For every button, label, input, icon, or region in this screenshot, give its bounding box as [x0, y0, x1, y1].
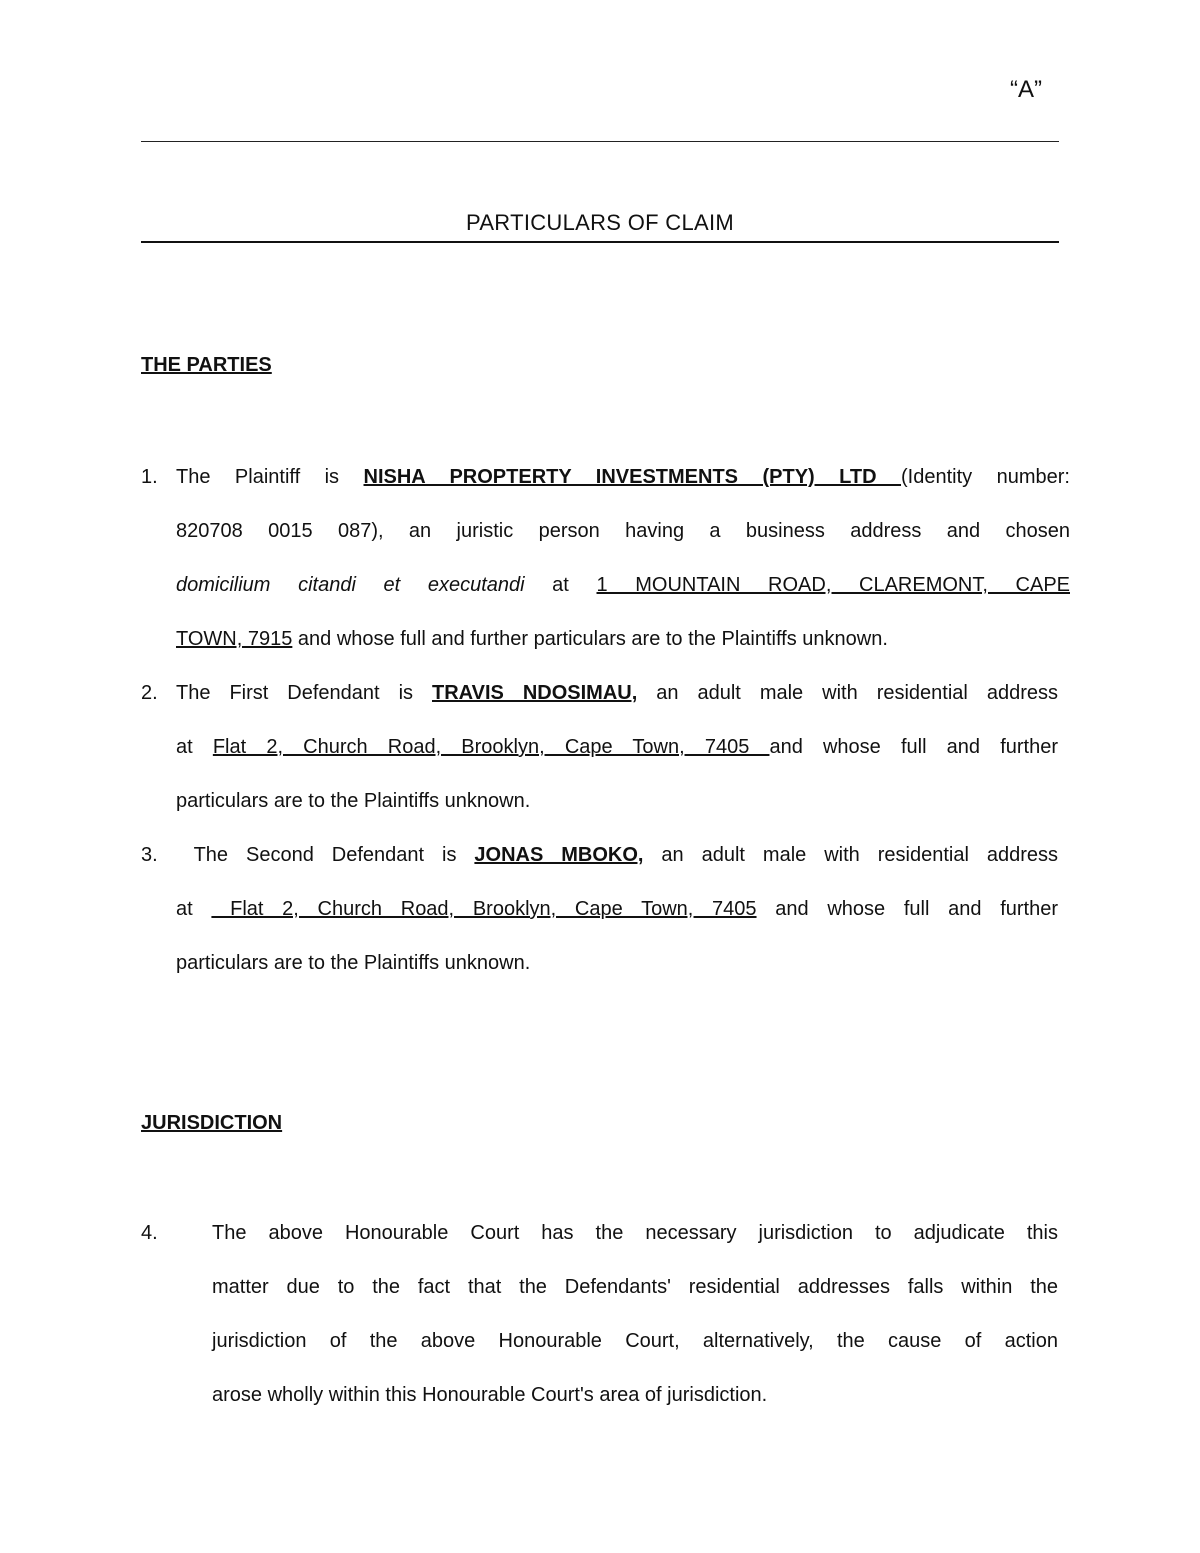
second-defendant-name: JONAS MBOKO,	[474, 844, 644, 866]
paragraph-2	[141, 666, 1058, 828]
text-run: at	[524, 574, 597, 596]
text-run: and whose full and further	[756, 898, 1059, 920]
paragraph-line: 820708 0015 087), an juristic person having a business address and chosen	[176, 520, 1070, 542]
paragraph-number: 4.	[141, 1222, 158, 1244]
paragraph-line	[176, 666, 1058, 720]
section-heading-jurisdiction: JURISDICTION	[141, 1112, 283, 1134]
title-rule	[141, 241, 1059, 243]
paragraph-line	[176, 558, 1070, 612]
first-defendant-address: Flat 2, Church Road, Brooklyn, Cape Town, 7405	[212, 736, 770, 758]
paragraph-line	[176, 720, 1058, 774]
paragraph-line: jurisdiction of the above Honourable Court, alternatively, the cause of action	[212, 1330, 1058, 1352]
first-defendant-name: TRAVIS NDOSIMAU,	[432, 682, 638, 704]
section-heading-parties: THE PARTIES	[141, 354, 272, 376]
top-rule	[141, 141, 1059, 142]
text-run: The Plaintiff is	[176, 466, 364, 488]
paragraph-number: 2.	[141, 682, 158, 704]
text-run: and whose full and further particulars are to the Plaintiffs unknown.	[292, 628, 888, 650]
paragraph-line	[176, 450, 1070, 504]
paragraph-line: The above Honourable Court has the necessary jurisdiction to adjudicate this	[212, 1222, 1058, 1244]
annexure-mark: “A”	[1010, 76, 1042, 103]
text-run: at	[176, 898, 212, 920]
paragraph-line: arose wholly within this Honourable Court's area of jurisdiction.	[212, 1384, 768, 1406]
paragraph-number: 3.	[141, 844, 158, 866]
paragraph-1	[141, 450, 1070, 666]
paragraph-line: particulars are to the Plaintiffs unknown.	[176, 952, 531, 974]
document-title: PARTICULARS OF CLAIM	[465, 210, 734, 235]
text-run: The First Defendant is	[176, 682, 432, 704]
paragraph-line: matter due to the fact that the Defendants' residential addresses falls within the	[212, 1276, 1058, 1298]
plaintiff-name: NISHA PROPTERTY INVESTMENTS (PTY) LTD	[363, 466, 902, 488]
text-run: and whose full and further	[769, 736, 1058, 758]
text-run: at	[176, 736, 213, 758]
latin-phrase: domicilium citandi et executandi	[176, 574, 525, 596]
second-defendant-address: Flat 2, Church Road, Brooklyn, Cape Town, 7405	[211, 898, 757, 920]
paragraph-number: 1.	[141, 466, 158, 488]
plaintiff-address-cont: TOWN, 7915	[176, 628, 293, 650]
paragraph-line	[176, 882, 1058, 936]
plaintiff-address: 1 MOUNTAIN ROAD, CLAREMONT, CAPE	[596, 574, 1070, 596]
paragraph-line	[176, 612, 1070, 666]
paragraph-line	[176, 828, 1058, 882]
paragraph-3	[141, 828, 1059, 990]
text-run: an adult male with residential address	[637, 682, 1058, 704]
text-run: (Identity number:	[901, 466, 1070, 488]
text-run: The Second Defendant is	[176, 844, 475, 866]
paragraph-line: particulars are to the Plaintiffs unknown.	[176, 790, 531, 812]
paragraph-4	[141, 1206, 1058, 1422]
text-run: an adult male with residential address	[643, 844, 1058, 866]
